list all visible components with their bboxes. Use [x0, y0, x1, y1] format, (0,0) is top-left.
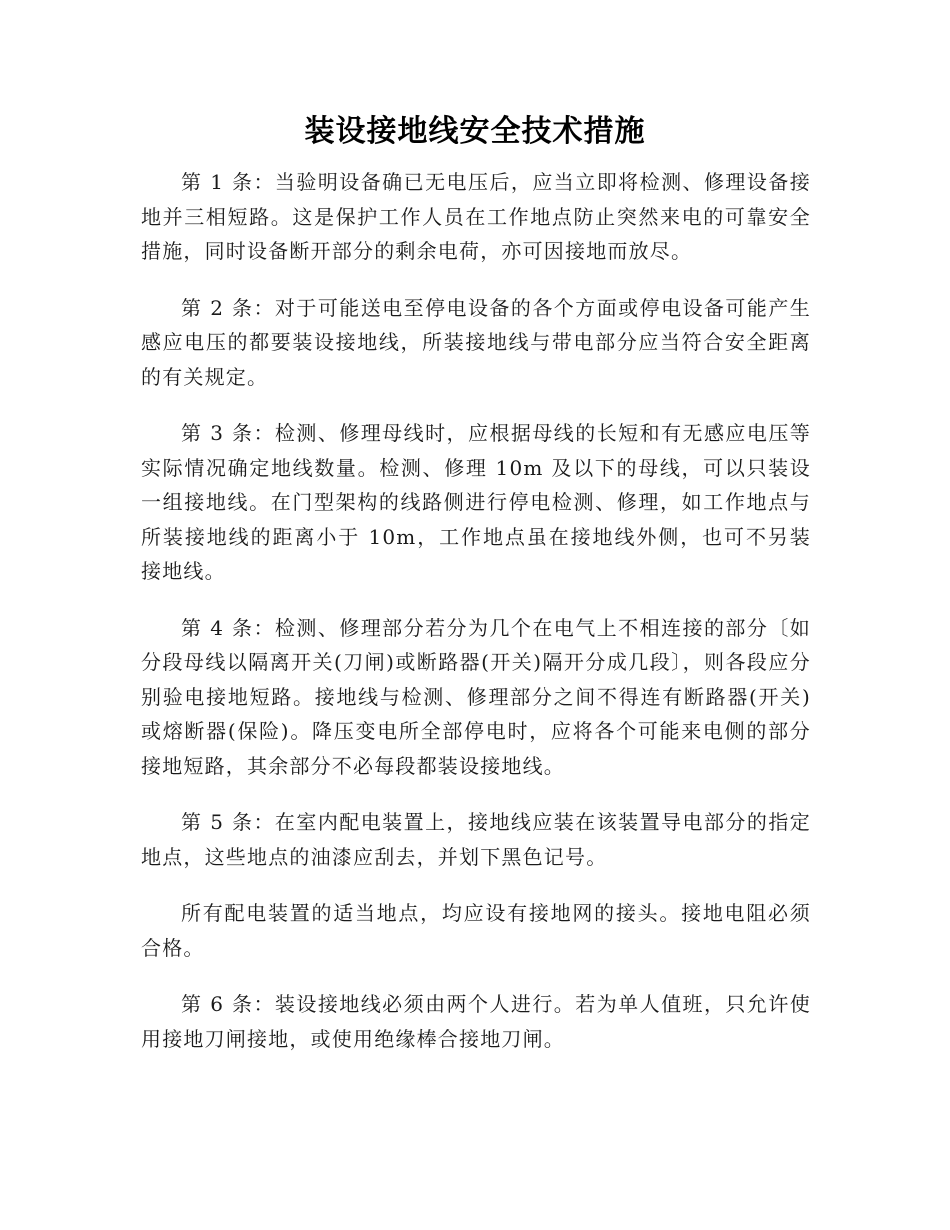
paragraph-article-5: 第 5 条：在室内配电装置上，接地线应装在该装置导电部分的指定地点，这些地点的油漆应刮去，并划下黑色记号。: [141, 810, 811, 869]
paragraph-article-3: 第 3 条：检测、修理母线时，应根据母线的长短和有无感应电压等实际情况确定地线数量。检测、修理 10m 及以下的母线，可以只装设一组接地线。在门型架构的线路侧进行停电检测、修理，如工作地点与所装接地线的距离小于 10m，工作地点虽在接地线外侧，也可不另装接地线。: [141, 421, 811, 583]
document-body: [141, 165, 811, 1078]
paragraph-article-1: 第 1 条：当验明设备确已无电压后，应当立即将检测、修理设备接地并三相短路。这是保护工作人员在工作地点防止突然来电的可靠安全措施，同时设备断开部分的剩余电荷，亦可因接地而放尽。: [141, 170, 811, 263]
paragraph-article-6: 第 6 条：装设接地线必须由两个人进行。若为单人值班，只允许使用接地刀闸接地，或使用绝缘棒合接地刀闸。: [141, 992, 811, 1051]
document-title: 装设接地线安全技术措施: [304, 114, 646, 149]
paragraph-grounding-grid: 所有配电装置的适当地点，均应设有接地网的接头。接地电阻必须合格。: [141, 901, 811, 960]
paragraph-article-4: 第 4 条：检测、修理部分若分为几个在电气上不相连接的部分〔如分段母线以隔离开关(刀闸)或断路器(开关)隔开分成几段〕，则各段应分别验电接地短路。接地线与检测、修理部分之间不得连有断路器(开关)或熔断器(保险)。降压变电所全部停电时，应将各个可能来电侧的部分接地短路，其余部分不必每段都装设接地线。: [141, 615, 811, 778]
paragraph-article-2: 第 2 条：对于可能送电至停电设备的各个方面或停电设备可能产生感应电压的都要装设接地线，所装接地线与带电部分应当符合安全距离的有关规定。: [141, 295, 811, 389]
